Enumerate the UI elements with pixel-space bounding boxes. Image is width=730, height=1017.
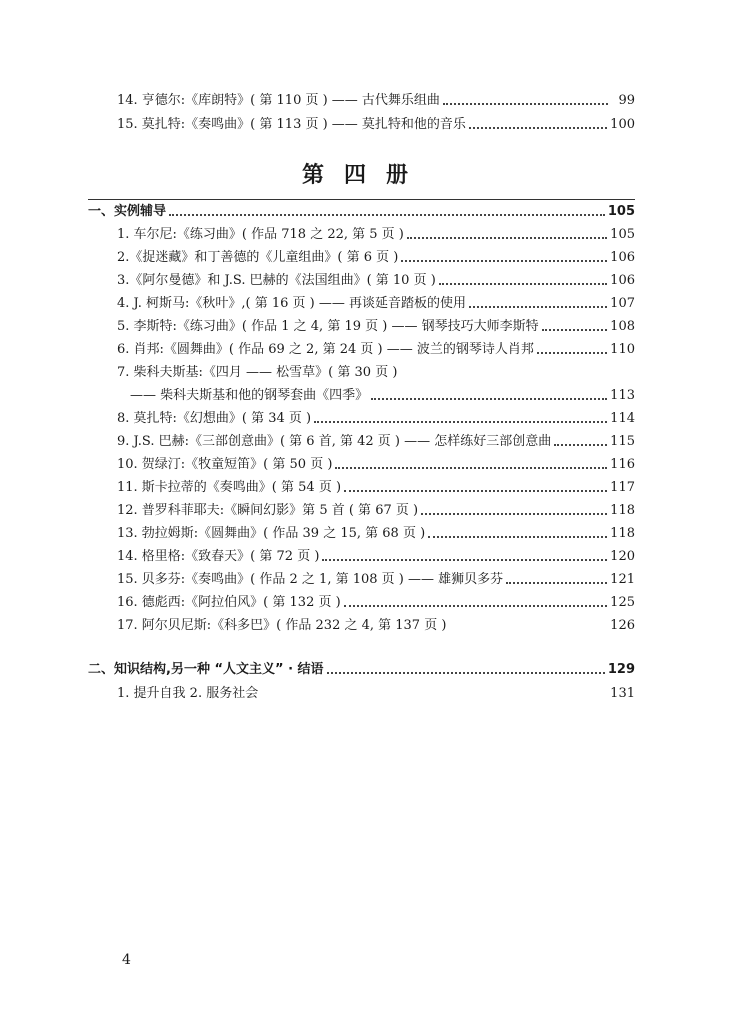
entry-title: 11. 斯卡拉蒂的《奏鸣曲》( 第 54 页 ) — [117, 480, 342, 495]
leader-dots — [554, 444, 607, 446]
section-title: 二、知识结构,另一种 “人文主义” · 结语 — [88, 662, 324, 677]
section-page: 105 — [607, 204, 635, 219]
toc-entry — [117, 683, 635, 705]
entry-title: 15. 莫扎特:《奏鸣曲》( 第 113 页 ) —— 莫扎特和他的音乐 — [117, 117, 466, 132]
entry-page: 106 — [610, 273, 635, 288]
leader-dots — [335, 467, 607, 469]
section-heading — [88, 201, 635, 223]
toc-entry-continuation — [130, 385, 635, 407]
leader-dots — [469, 306, 607, 308]
leader-dots — [469, 127, 607, 129]
toc-entry — [117, 270, 635, 292]
leader-dots — [428, 536, 607, 538]
entry-page: 115 — [610, 434, 635, 449]
entry-page: 118 — [610, 526, 635, 541]
toc-entry — [117, 477, 635, 499]
toc-entry — [117, 592, 635, 614]
entry-page: 114 — [610, 411, 635, 426]
leader-dots — [322, 559, 607, 561]
entry-page: 118 — [610, 503, 635, 518]
entry-title: 14. 格里格:《致春天》( 第 72 页 ) — [117, 549, 320, 564]
entry-page: 99 — [618, 93, 635, 108]
toc-entry — [117, 546, 635, 568]
toc-entry — [117, 339, 635, 361]
leader-dots — [506, 582, 607, 584]
entry-page: 108 — [610, 319, 635, 334]
entry-page: 125 — [610, 595, 635, 610]
entry-title: 5. 李斯特:《练习曲》( 作品 1 之 4, 第 19 页 ) —— 钢琴技巧大师李斯特 — [117, 319, 539, 334]
entry-page: 131 — [610, 686, 635, 701]
section-page: 129 — [607, 662, 635, 677]
leader-dots — [344, 490, 607, 492]
entry-page: 107 — [610, 296, 635, 311]
entry-page: 120 — [610, 549, 635, 564]
toc-entry — [117, 114, 635, 136]
section-title: 一、实例辅导 — [88, 204, 167, 219]
entry-title: 12. 普罗科菲耶夫:《瞬间幻影》第 5 首 ( 第 67 页 ) — [117, 503, 419, 518]
entry-title: 2.《捉迷藏》和丁善德的《儿童组曲》( 第 6 页 ) — [117, 250, 399, 265]
entry-page: 100 — [610, 117, 635, 132]
section-heading — [88, 659, 635, 681]
leader-dots — [344, 605, 607, 607]
leader-dots — [327, 672, 605, 674]
entry-title: —— 柴科夫斯基和他的钢琴套曲《四季》 — [130, 388, 369, 403]
entry-page: 121 — [610, 572, 635, 587]
toc-entry — [117, 454, 635, 476]
toc-entry — [117, 500, 635, 522]
heading-rule — [88, 199, 635, 200]
toc-entry — [117, 615, 635, 637]
leader-dots — [537, 352, 607, 354]
entry-title: 1. 车尔尼:《练习曲》( 作品 718 之 22, 第 5 页 ) — [117, 227, 404, 242]
leader-dots — [314, 421, 607, 423]
entry-title: 14. 亨德尔:《库朗特》( 第 110 页 ) —— 古代舞乐组曲 — [117, 93, 440, 108]
entry-page: 116 — [610, 457, 635, 472]
entry-page: 126 — [610, 618, 635, 633]
entry-title: 10. 贺绿汀:《牧童短笛》( 第 50 页 ) — [117, 457, 333, 472]
entry-title: 7. 柴科夫斯基:《四月 —— 松雪草》( 第 30 页 ) — [117, 365, 398, 380]
leader-dots — [169, 214, 605, 216]
toc-entry — [117, 569, 635, 591]
entry-title: 6. 肖邦:《圆舞曲》( 作品 69 之 2, 第 24 页 ) —— 波兰的钢琴诗人肖邦 — [117, 342, 534, 357]
toc-entry — [117, 316, 635, 338]
entry-title: 16. 德彪西:《阿拉伯风》( 第 132 页 ) — [117, 595, 341, 610]
toc-entry — [117, 362, 635, 384]
volume-heading: 第四册 — [301, 163, 428, 188]
entry-title: 13. 勃拉姆斯:《圆舞曲》( 作品 39 之 15, 第 68 页 ) — [117, 526, 426, 541]
entry-title: 17. 阿尔贝尼斯:《科多巴》( 作品 232 之 4, 第 137 页 ) — [117, 618, 447, 633]
leader-dots — [439, 283, 607, 285]
leader-dots — [542, 329, 608, 331]
leader-dots — [401, 260, 607, 262]
entry-title: 1. 提升自我 2. 服务社会 — [117, 686, 259, 701]
toc-entry — [117, 408, 635, 430]
entry-page: 117 — [610, 480, 635, 495]
toc-entry — [117, 293, 635, 315]
entry-title: 3.《阿尔曼德》和 J.S. 巴赫的《法国组曲》( 第 10 页 ) — [117, 273, 436, 288]
toc-entry — [117, 247, 635, 269]
entry-title: 15. 贝多芬:《奏鸣曲》( 作品 2 之 1, 第 108 页 ) —— 雄狮贝多芬 — [117, 572, 504, 587]
entry-title: 4. J. 柯斯马:《秋叶》,( 第 16 页 ) —— 再谈延音踏板的使用 — [117, 296, 466, 311]
page-number: 4 — [122, 952, 131, 968]
leader-dots — [407, 237, 607, 239]
entry-title: 8. 莫扎特:《幻想曲》( 第 34 页 ) — [117, 411, 312, 426]
toc-entry — [117, 431, 635, 453]
leader-dots — [371, 398, 607, 400]
leader-dots — [443, 103, 608, 105]
entry-page: 106 — [610, 250, 635, 265]
entry-page: 105 — [610, 227, 635, 242]
toc-entry — [117, 523, 635, 545]
entry-page: 110 — [610, 342, 635, 357]
leader-dots — [421, 513, 607, 515]
toc-entry — [117, 224, 635, 246]
entry-title: 9. J.S. 巴赫:《三部创意曲》( 第 6 首, 第 42 页 ) —— 怎样练好三部创意曲 — [117, 434, 552, 449]
entry-page: 113 — [610, 388, 635, 403]
toc-entry — [117, 90, 635, 112]
